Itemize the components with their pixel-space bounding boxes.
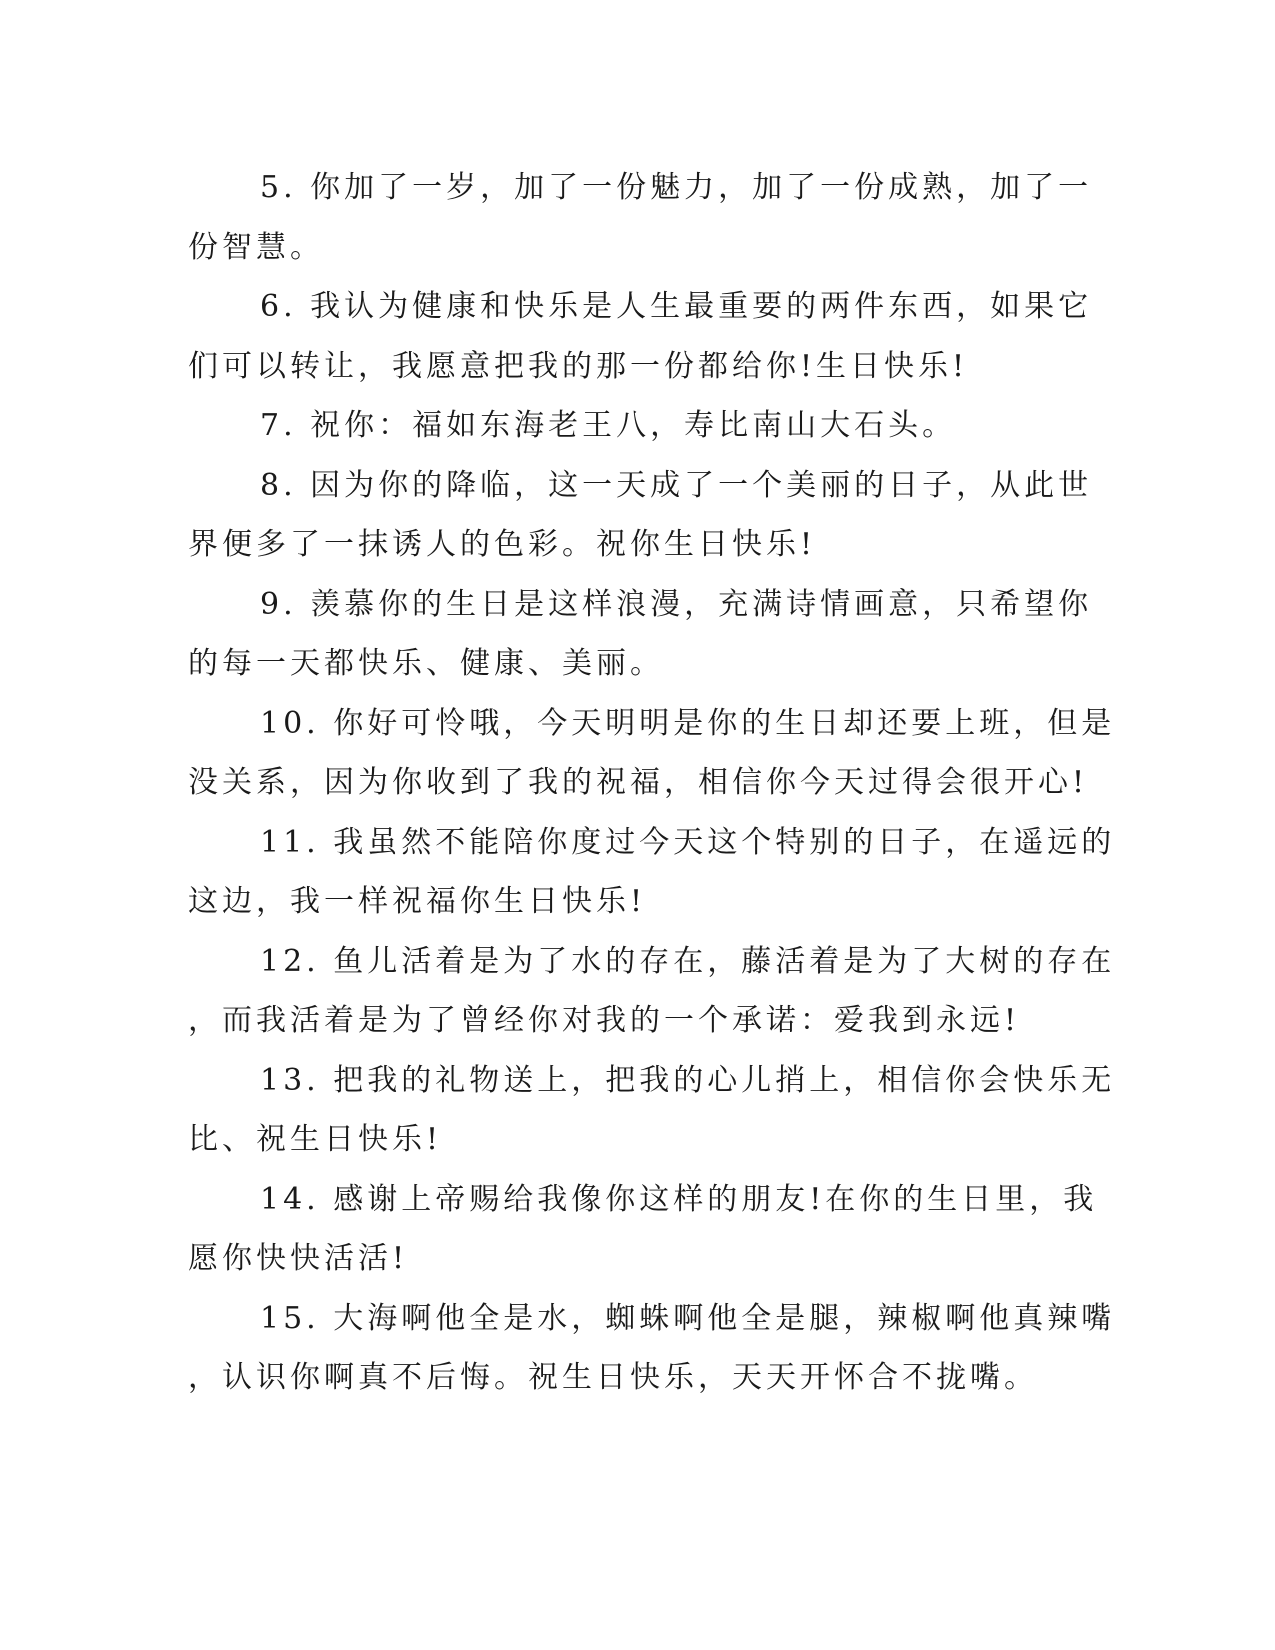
item-11-line-1: 11. 我虽然不能陪你度过今天这个特别的日子，在遥远的	[260, 824, 1116, 860]
item-10-line-1: 10. 你好可怜哦，今天明明是你的生日却还要上班，但是	[260, 705, 1116, 741]
item-15-line-1: 15. 大海啊他全是水，蜘蛛啊他全是腿，辣椒啊他真辣嘴	[260, 1300, 1116, 1336]
item-13-line-1: 13. 把我的礼物送上，把我的心儿捎上，相信你会快乐无	[260, 1062, 1116, 1098]
item-12-line-1: 12. 鱼儿活着是为了水的存在，藤活着是为了大树的存在	[260, 943, 1116, 979]
item-6-line-1: 6. 我认为健康和快乐是人生最重要的两件东西，如果它	[260, 289, 1093, 324]
item-15-line-2: ，认识你啊真不后悔。祝生日快乐，天天开怀合不拢嘴。	[188, 1360, 1038, 1395]
item-11-line-2: 这边，我一样祝福你生日快乐!	[188, 884, 647, 919]
item-8-line-1: 8. 因为你的降临，这一天成了一个美丽的日子，从此世	[260, 467, 1093, 503]
item-9-line-2: 的每一天都快乐、健康、美丽。	[188, 646, 664, 681]
item-13-line-2: 比、祝生日快乐!	[188, 1122, 443, 1157]
document-body	[188, 158, 1116, 1408]
item-6-line-2: 们可以转让，我愿意把我的那一份都给你!生日快乐!	[188, 348, 969, 384]
item-7-line-1: 7. 祝你：福如东海老王八，寿比南山大石头。	[260, 408, 957, 443]
item-14-line-2: 愿你快快活活!	[188, 1241, 409, 1276]
item-5-line-2: 份智慧。	[188, 229, 324, 265]
item-12-line-2: ，而我活着是为了曾经你对我的一个承诺：爱我到永远!	[188, 1003, 1021, 1038]
item-14-line-1: 14. 感谢上帝赐给我像你这样的朋友!在你的生日里，我	[260, 1181, 1098, 1217]
item-8-line-2: 界便多了一抹诱人的色彩。祝你生日快乐!	[188, 527, 817, 562]
item-9-line-1: 9. 羡慕你的生日是这样浪漫，充满诗情画意，只希望你	[260, 586, 1093, 622]
item-5-line-1: 5. 你加了一岁，加了一份魅力，加了一份成熟，加了一	[260, 170, 1093, 205]
item-10-line-2: 没关系，因为你收到了我的祝福，相信你今天过得会很开心!	[188, 765, 1089, 800]
